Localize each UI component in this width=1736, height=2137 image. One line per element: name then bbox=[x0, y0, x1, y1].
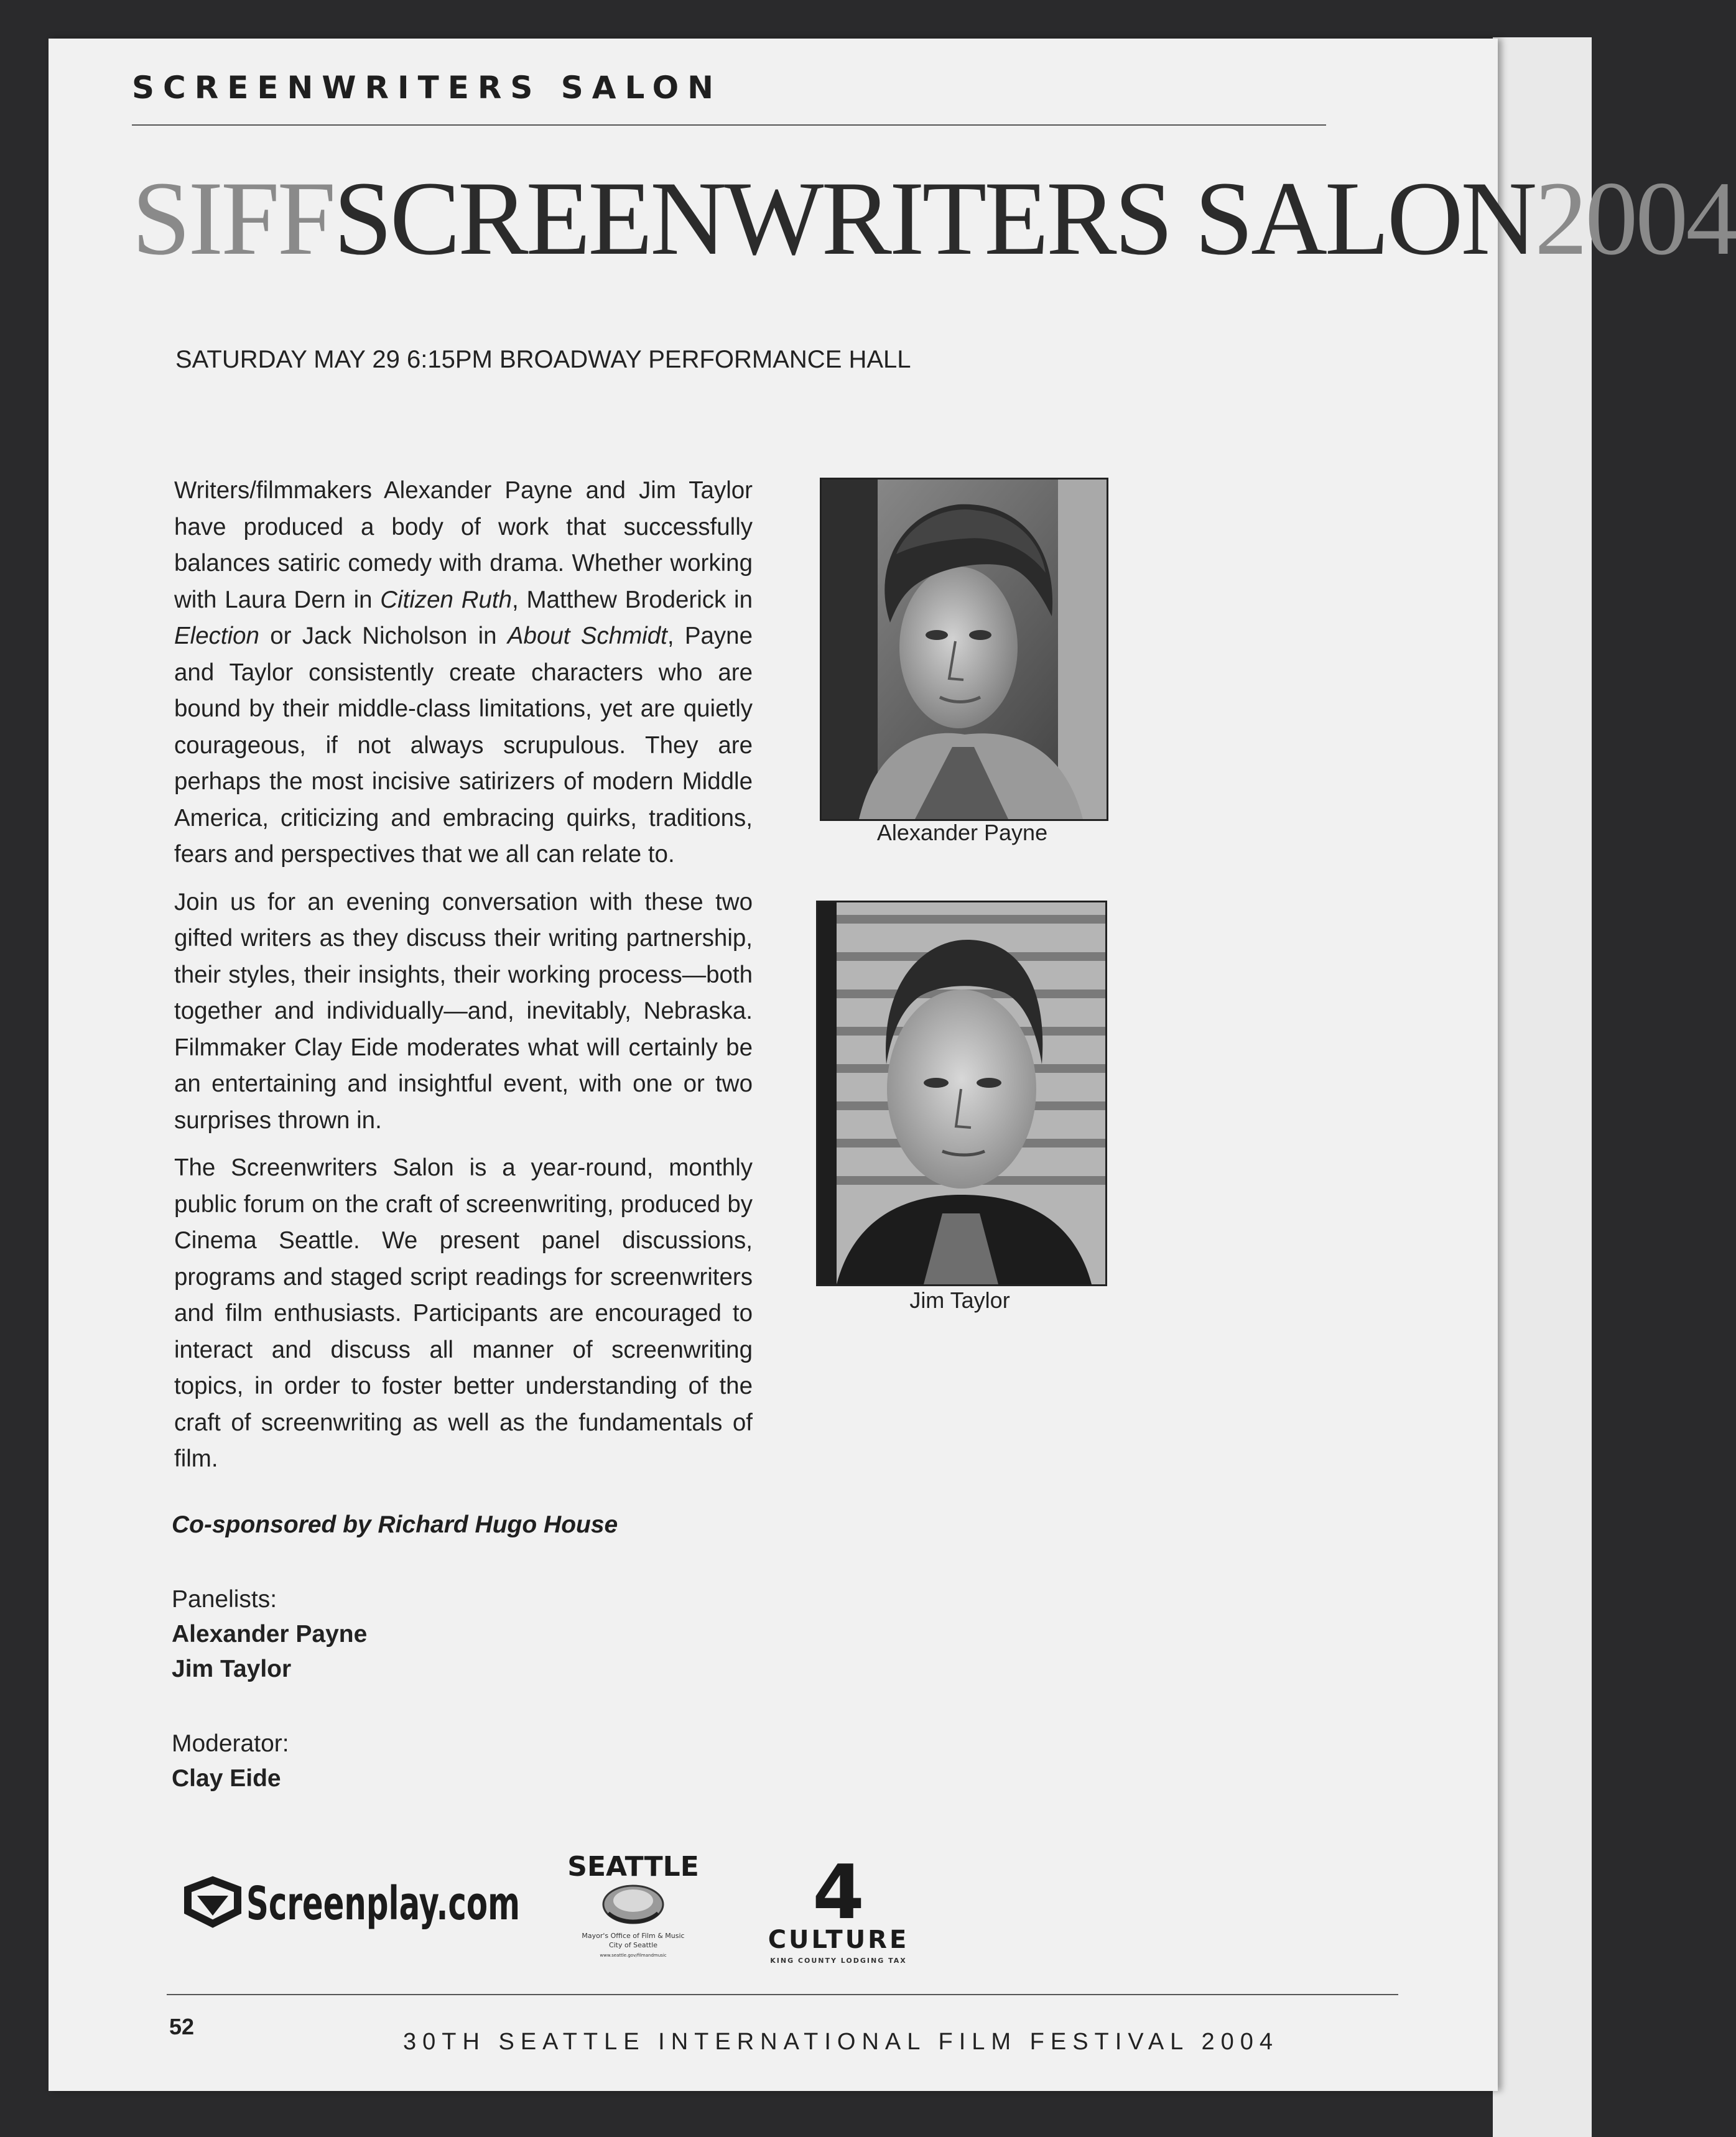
moderator-label: Moderator: bbox=[172, 1730, 289, 1757]
culture-wordmark: CULTURE bbox=[768, 1926, 909, 1954]
moderator-name: Clay Eide bbox=[172, 1765, 281, 1792]
footer-festival-title: 30TH SEATTLE INTERNATIONAL FILM FESTIVAL 2004 bbox=[403, 2029, 1279, 2055]
screenplay-wordmark: Screenplay.com bbox=[246, 1877, 520, 1931]
portrait-photo-payne bbox=[820, 478, 1108, 821]
page-number: 52 bbox=[169, 2014, 195, 2039]
event-dateline: SATURDAY MAY 29 6:15PM BROADWAY PERFORMANCE HALL bbox=[175, 346, 911, 373]
photo-caption: Jim Taylor bbox=[909, 1287, 1010, 1313]
adjacent-page-edge bbox=[1493, 37, 1592, 2137]
4culture-emblem-icon bbox=[768, 1850, 909, 1968]
screenplay-logo bbox=[179, 1866, 527, 1934]
title-prefix: SIFF bbox=[132, 160, 334, 277]
paragraph-event: Join us for an evening conversation with these two gifted writers as they discuss their writing partnership, their styles, their insights, their working process—both together and individually—and, inevitably, Nebraska. Filmmaker Clay Eide moderates what will certainly be an entertaining and insightful event, with one or two surprises thrown in. bbox=[174, 888, 753, 1134]
panelists-label: Panelists: bbox=[172, 1586, 277, 1613]
seattle-seal-icon bbox=[567, 1851, 699, 1963]
section-header: SCREENWRITERS SALON bbox=[132, 70, 722, 106]
seattle-url: www.seattle.gov/filmandmusic bbox=[600, 1953, 667, 1958]
panelist-name: Jim Taylor bbox=[172, 1656, 292, 1682]
text-run: Writers/filmmakers Alexander Payne and Jim Taylor have produced a body of work that successfully balances satiric comedy with drama. Whether working with Laura Dern in bbox=[174, 477, 753, 613]
portrait-image bbox=[818, 902, 1105, 1284]
title-year: 2004 bbox=[1534, 160, 1736, 277]
seattle-subline: City of Seattle bbox=[608, 1941, 658, 1949]
footer-divider bbox=[167, 1994, 1398, 1995]
panelist-name: Alexander Payne bbox=[172, 1621, 368, 1648]
paragraph-intro bbox=[174, 473, 753, 873]
text-run: , Payne and Taylor consistently create characters who are bound by their middle-class limitations, yet are quietly courageous, if not always scrupulous. They are perhaps the most incisive satirizers of modern Middle America, criticizing and embracing quirks, traditions, fears and perspectives that we all can relate to. bbox=[174, 623, 753, 868]
4culture-logo bbox=[768, 1850, 909, 1968]
film-title: About Schmidt bbox=[507, 623, 667, 649]
culture-subline: KING COUNTY LODGING TAX bbox=[770, 1957, 907, 1965]
seattle-subline: Mayor's Office of Film & Music bbox=[582, 1932, 685, 1940]
film-title: Election bbox=[174, 623, 259, 649]
body-text bbox=[174, 473, 753, 1489]
photo-caption: Alexander Payne bbox=[876, 820, 1048, 845]
culture-numeral: 4 bbox=[812, 1850, 865, 1936]
paragraph-about-salon: The Screenwriters Salon is a year-round, monthly public forum on the craft of screenwriting, produced by Cinema Seattle. We present panel discussions, programs and staged script readings for screenwriters and film enthusiasts. Participants are encouraged to interact and discuss all manner of screenwriting topics, in order to foster better understanding of the craft of screenwriting as well as the fundamentals of film. bbox=[174, 1154, 753, 1472]
seattle-wordmark: SEATTLE bbox=[567, 1851, 699, 1883]
page-title bbox=[132, 160, 1736, 277]
text-run: , Matthew Broderick in bbox=[512, 586, 753, 613]
portrait-image bbox=[822, 480, 1107, 819]
panelists-block bbox=[172, 1582, 367, 1687]
title-main: SCREENWRITERS SALON bbox=[333, 160, 1535, 277]
text-run: or Jack Nicholson in bbox=[259, 623, 508, 649]
moderator-block bbox=[172, 1727, 289, 1796]
screenplay-emblem-icon bbox=[179, 1866, 527, 1934]
header-divider bbox=[132, 124, 1326, 126]
cosponsor-line: Co-sponsored by Richard Hugo House bbox=[172, 1511, 618, 1538]
seattle-film-office-logo bbox=[567, 1851, 699, 1963]
portrait-photo-taylor bbox=[816, 901, 1107, 1286]
film-title: Citizen Ruth bbox=[380, 586, 513, 613]
